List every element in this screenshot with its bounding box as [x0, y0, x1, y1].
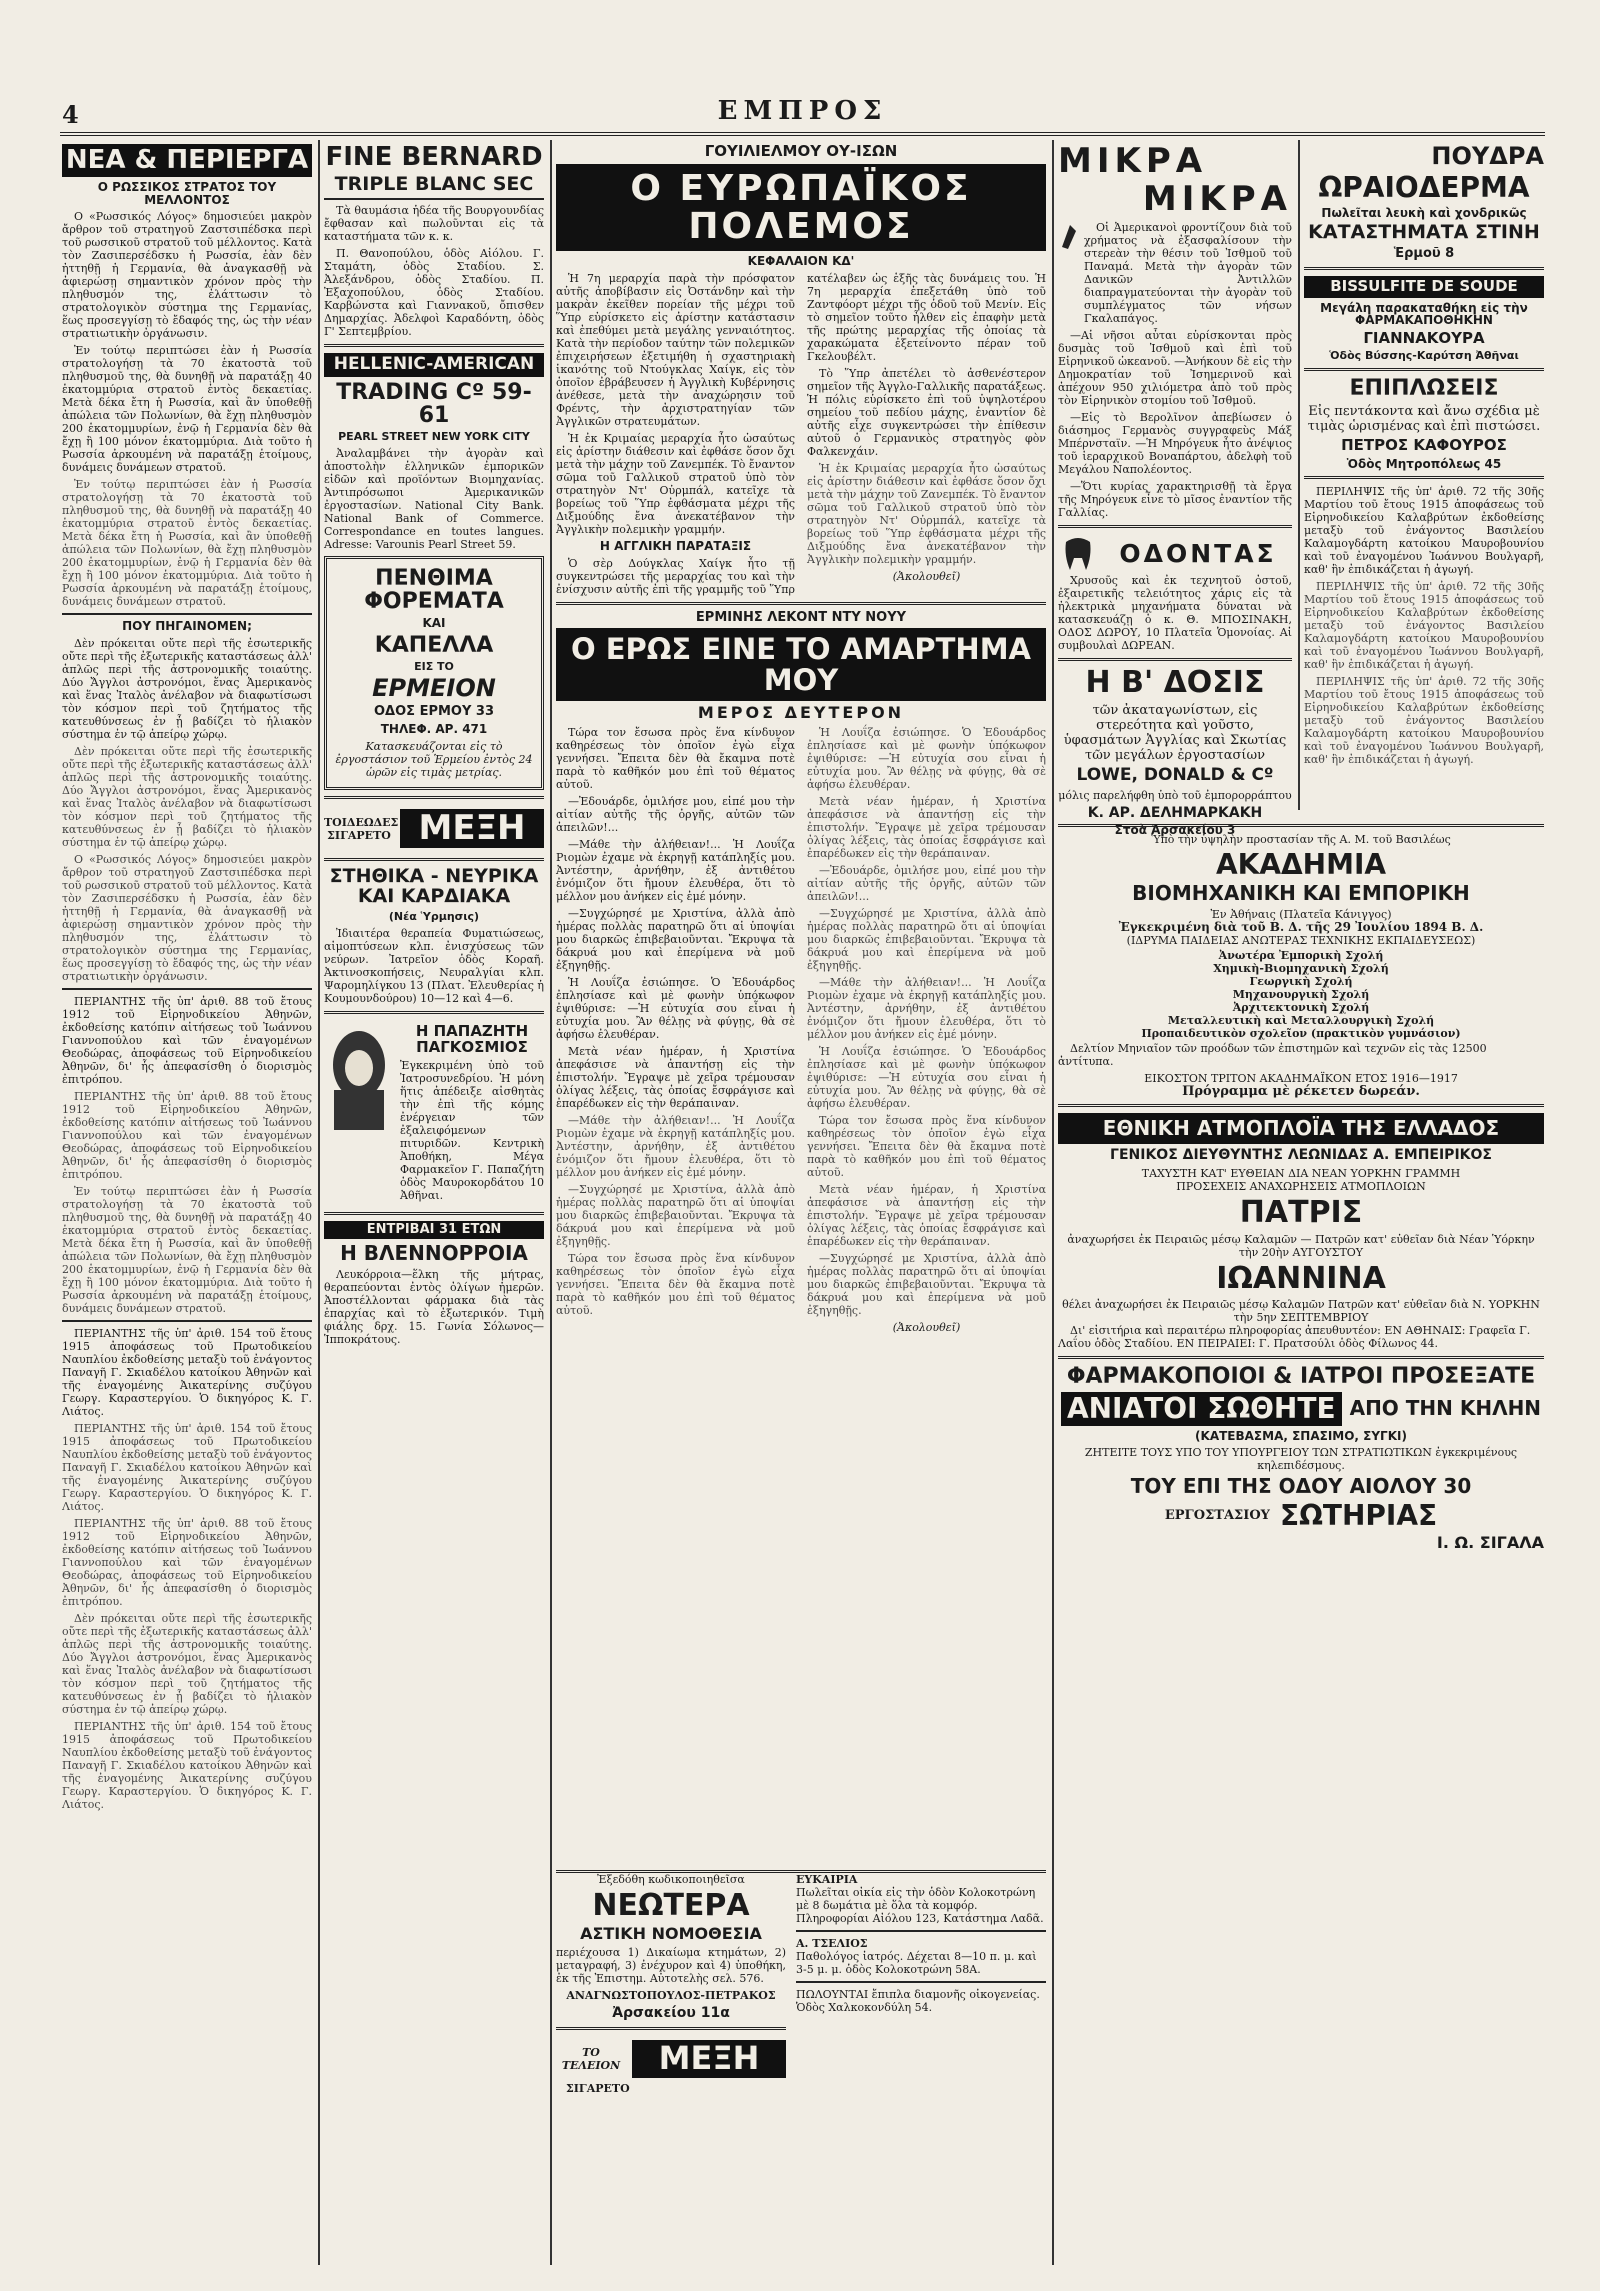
column-ads	[324, 140, 544, 2265]
serial-author: ΕΡΜΙΝΗΣ ΛΕΚΟΝΤ ΝΤΥ ΝΟΥΥ	[695, 609, 907, 625]
academy-schools	[1058, 947, 1544, 1042]
ad-address: ΟΔΟΣ ΕΡΜΟΥ 33	[374, 704, 494, 720]
ad-address: PEARL STREET NEW YORK CITY	[338, 430, 530, 444]
ad-address: Ἑρμοῦ 8	[1393, 246, 1455, 262]
legal-notice: ΠΕΡΙΑΝΤΗΣ τῆς ὑπ' ἀριθ. 154 τοῦ ἔτους 1915 ἀποφάσεως τοῦ Πρωτοδικείου Ναυπλίου ἐκδοθείσης μεταξὺ τοῦ ἐνάγοντος Παναγῆ Γ. Σκιαδέλου κατοίκου Ἀθηνῶν καὶ τῆς ἐναγομένης Ἀικατερίνης συζύγου Γεωργ. Καραστεργίου. Ὁ δικηγόρος Κ. Γ. Λιάτος.	[62, 1327, 312, 1419]
ad-papazhth	[324, 1020, 544, 1207]
pharmacy-address: ΤΟΥ ΕΠΙ ΤΗΣ ΟΔΟΥ ΑΙΟΛΟΥ 30	[1130, 1474, 1472, 1499]
article-text: Ἐν τούτῳ περιπτώσει ἐὰν ἡ Ρωσσία στρατολογήσῃ τὰ 70 ἑκατοστὰ τοῦ πληθυσμοῦ της, θὰ δυνηθῇ νὰ παρατάξῃ 40 ἑκατομμύρια στρατοῦ ἐντὸς δεκαετίας. Μετὰ δέκα ἔτη ἡ Ρωσσία, καὶ ἂν ὑποθεθῇ ἀπώλεια τῶν Πολωνίων, θὰ ἔχῃ πληθυσμὸν 200 ἑκατομμυρίων, ἐνῷ ἡ Γερμανία δὲν θὰ ἔχῃ ἢ 100 μόνον ἑκατομμύρια. Διὰ τοῦτο ἡ Ρωσσία ἀρκουμένη νὰ παρατάξῃ ἑτοίμους, δυνάμεις δυνάμεων στρατοῦ.	[62, 344, 312, 475]
article-text: Τώρα τον ἔσωσα πρὸς ἕνα κίνδυνον καθηρέσεως τὸν ὁποῖον ἐγὼ εἶχα γεννήσει. Ἔπειτα δὲν θὰ ἔκαμνα ποτὲ παρὰ τὸ καθῆκόν μου ἐπὶ τοῦ θέματος αὐτοῦ.	[556, 1251, 795, 1317]
ad-text: ΠΩΛΟΥΝΤΑΙ ἔπιπλα διαμονῆς οἰκογενείας. Ὁδὸς Χαλκοκονδύλη 54.	[796, 1988, 1040, 2014]
ink-hand-icon	[1058, 221, 1080, 251]
ad-classifieds	[796, 1873, 1046, 2263]
column-divider	[1052, 140, 1054, 2265]
ad-text: Ἐγκεκριμένη ὑπὸ τοῦ Ἰατροσυνεδρίου. Ἡ μόνη ἥτις ἀπέδειξε αἰσθητὰς τὴν ἐπὶ τῆς κόμης ἐνέργειαν τῶν ἐξαλειφόμενων πιτυριδῶν. Κεντρικὴ Ἀποθήκη, Μέγα Φαρμακεῖον Γ. Παπαζήτη ὁδὸς Μαυροκορδάτου 10 Ἀθῆναι.	[400, 1059, 544, 1203]
article-text: Ο «Ρωσσικός Λόγος» δημοσιεύει μακρὸν ἄρθρον τοῦ στρατηγοῦ Ζαστσιπέδσκα περὶ τοῦ ρωσσικοῦ στρατοῦ τοῦ μέλλοντος. Κατὰ τὸν Ζασιπερσέδσκυ ἡ Ρωσσία, ἐὰν δὲν ἠττηθῇ ἡ Γερμανία, θὰ ἀναγκασθῇ νὰ ἀφιερώσῃ σημαντικὸν χρόνον πρὸς τὴν πληθυσμόν της, ἐλάττωσιν τὸ στρατολογικὸν σύστημα της Γερμανίας, ἕως προσεγγίσῃ τὸ ἔδαφός της, ὡς τὴν νέαν στρατιωτικὴν ὀργάνωσιν.	[62, 210, 312, 341]
pharmacy-brand-name: ΣΩΤΗΡΙΑΣ	[1279, 1499, 1438, 1533]
pharmacy-owner: Ι. Ω. ΣΙΓΑΛΑ	[1436, 1532, 1544, 1552]
ad-text: ΣΙΓΑΡΕΤΟ	[566, 2081, 630, 2095]
school-item: Προπαιδευτικὸν σχολεῖον (πρακτικὸν γυμνάσιον)	[1141, 1027, 1461, 1041]
academy-title: ΑΚΑΔΗΜΙΑ	[1215, 848, 1387, 881]
article-text: —Εἰς τὸ Βερολῖνον ἀπεβίωσεν ὁ διάσημος Γερμανὸς συγγραφεὺς Μάξ Μπέρνσταϊν. —Ἡ Μηρόγευκ ἦτο ἀνέψιος τοῦ ἱεραρχικοῦ Βοναπάρτου, ἀδελφὴ τοῦ Μεγάλου Ναπολέοντος.	[1058, 411, 1292, 477]
school-item: Χημικὴ-Βιομηχανικὴ Σχολή	[1213, 962, 1389, 976]
ad-text: Ἀναλαμβάνει τὴν ἀγορὰν καὶ ἀποστολὴν ἑλληνικῶν ἐμπορικῶν εἰδῶν καὶ προϊόντων Βιομηχανίας. Ἀντιπρόσωποι Ἀμερικανικῶν ἐργοστασίων. National City Bank. National Bank of Commerce. Correspondance en toutes langues. Adresse: Varounis Pearl Street 59.	[324, 446, 544, 551]
newspaper-title: ΕΜΠΡΟΣ	[717, 96, 888, 126]
ad-text: Ἰδιαιτέρα θεραπεία Φυματιώσεως, αἱμοπτύσεων κλπ. ἐνισχύσεως τῶν νεύρων. Ἰατρεῖον ὁδὸς Κοραῆ. Ἀκτινοσκοπήσεις, Νευραλγίαι κλπ. Ψαρομηλίγκου 13 (Πλατ. Ἐλευθερίας ἡ Κουμουνδούρου) 10—12 καὶ 4—6.	[324, 926, 544, 1005]
ad-brand: ΩΡΑΙΟΔΕΡΜΑ	[1318, 171, 1530, 205]
ad-address: Ἀρσακείου 11α	[612, 2005, 730, 2022]
article-text: Μετὰ νέαν ἡμέραν, ἡ Χριστίνα ἀπεφάσισε νὰ ἀπαντήσῃ εἰς τὴν ἐπιστολήν. Ἔγραψε μὲ χεῖρα τρέμουσαν ὀλίγας λέξεις, τὰς ὁποίας ἔσφράγισε καὶ ἐπαρέδωκεν εἰς τὴν θεράπαιναν.	[807, 794, 1046, 860]
page-number: 4	[62, 100, 79, 129]
ad-title: Η Β' ΔΟΣΙΣ	[1085, 665, 1265, 701]
ad-text: Κατασκευάζονται εἰς τὸ ἐργοστάσιον τοῦ Ἑρμείου ἐντὸς 24 ὡρῶν εἰς τιμὰς μετρίας.	[335, 739, 533, 779]
ad-title: BISSULFITE DE SOUDE	[1304, 276, 1544, 298]
ship-text: ἀναχωρήσει ἐκ Πειραιῶς μέσῳ Καλαμῶν — Πατρῶν κατ' εὐθεῖαν διὰ Νέαν Ὑόρκην τὴν 20ὴν ΑΥΓΟΥΣΤΟΥ	[1067, 1232, 1535, 1259]
ad-text: Ἐξεδόθη κωδικοποιηθεῖσα	[597, 1873, 745, 1886]
article-text: —Συγχώρησέ με Χριστίνα, ἀλλὰ ἀπὸ ἡμέρας πολλὰς παρατηρῶ ὅτι αἱ ὑποψίαι μου διαρκῶς ἐπιβεβαιοῦνται. Ἔκρυψα τὰ δάκρυά μου καὶ ἐπερίμενα νὰ μοῦ ἐξηγηθῇς.	[807, 1251, 1046, 1317]
masthead	[60, 96, 1545, 136]
article-text: Ἡ ἐκ Κριμαίας μεραρχία ἦτο ὡσαύτως εἰς ἀρίστην διάθεσιν καὶ ἐφθάσε ὅσον ὄχι μετὰ τὴν μάχην τοῦ Ζανεμπέκ. Τὸ ἔναντον σῶμα τοῦ Γαλλικοῦ στρατοῦ ὑπὸ τὸν στρατηγὸν Ντ' Οὐρμπάλ, κατεῖχε τὰ βορείως τοῦ Ὕπρ ἐφθάσματα μέχρι τῆς Διξμούδης ἔνα ἀνεκατέβανον τὴν Ἀγγλικὴν πολεμικὴν γραμμήν.	[807, 461, 1046, 566]
ad-title: ΜΙΚΡΑ	[1142, 178, 1292, 219]
steamship-line: ΤΑΧΥΣΤΗ ΚΑΤ' ΕΥΘΕΙΑΝ ΔΙΑ ΝΕΑΝ ΥΟΡΚΗΝ ΓΡΑΜΜΗ	[1141, 1167, 1461, 1181]
article-text: Ἡ 7η μεραρχία παρὰ τὴν πρόσφατον αὐτῆς ἀποβίβασιν εἰς Ὀστάνδην καὶ τὴν μακρὰν ἐκεῖθεν πορείαν τῆς μέχρι τοῦ Ὕπρ εὑρίσκετο εἰς ἀρίστην κατάστασιν καὶ ἐπεθύμει μετὰ μεγάλης γενναιότητος. Κατὰ τὴν περίοδον ταύτην τῶν πολεμικῶν ἐπιχειρήσεων ἐξετιμήθη ἡ σχαστηριακὴ ἱκανότης τοῦ Ντούγκλας Χαίγκ, εἰς τὸν ὁποῖον ἐβράβευσεν ἡ Ἀγγλικὴ Κυβέρνησις ἀνέθεσε, μετὰ τὴν ἀναχώρησιν τοῦ Φρέντς, τὴν ἀρχιστρατηγίαν τῶν Ἀγγλικῶν στρατευμάτων.	[556, 271, 795, 428]
article-text: Τώρα τον ἔσωσα πρὸς ἕνα κίνδυνον καθηρέσεως τὸν ὁποῖον ἐγὼ εἶχα γεννήσει. Ἔπειτα δὲν θὰ ἔκαμνα ποτὲ παρὰ τὸ καθῆκόν μου ἐπὶ τοῦ θέματος αὐτοῦ.	[556, 725, 795, 791]
ad-subtitle: TRIPLE BLANC SEC	[324, 175, 544, 200]
ad-owner: ΠΕΤΡΟΣ ΚΑΦΟΥΡΟΣ	[1341, 436, 1507, 455]
article-text: —Ἐδουάρδε, ὁμιλήσε μου, εἰπέ μου τὴν αἰτίαν αὐτῆς τῆς ὀργῆς, αὐτῶν τῶν ἀπειλῶν!...	[807, 863, 1046, 903]
steamship-director: ΓΕΝΙΚΟΣ ΔΙΕΥΘΥΝΤΗΣ ΛΕΩΝΙΔΑΣ Α. ΕΜΠΕΙΡΙΚΟΣ	[1110, 1147, 1492, 1164]
school-item: Ἀρχιτεκτονικὴ Σχολή	[1232, 1001, 1370, 1015]
academy-year: ΕΙΚΟΣΤΟΝ ΤΡΙΤΟΝ ΑΚΑΔΗΜΑΪΚΟΝ ΕΤΟΣ 1916—1917	[1144, 1072, 1458, 1086]
ad-title: ΣΤΗΘΙΚΑ - ΝΕΥΡΙΚΑ ΚΑΙ ΚΑΡΔΙΑΚΑ	[329, 865, 539, 908]
ship-name: ΠΑΤΡΙΣ	[1239, 1195, 1363, 1231]
serial-part: ΜΕΡΟΣ ΔΕΥΤΕΡΟΝ	[697, 703, 905, 723]
ad-store: ΕΡΜΕΙΟΝ	[372, 674, 496, 703]
ad-odontas	[1058, 534, 1292, 574]
article-text: Ἐν τούτῳ περιπτώσει ἐὰν ἡ Ρωσσία στρατολογήσῃ τὰ 70 ἑκατοστὰ τοῦ πληθυσμοῦ της, θὰ δυνηθῇ νὰ παρατάξῃ 40 ἑκατομμύρια στρατοῦ ἐντὸς δεκαετίας. Μετὰ δέκα ἔτη ἡ Ρωσσία, καὶ ἂν ὑποθεθῇ ἀπώλεια τῶν Πολωνίων, θὰ ἔχῃ πληθυσμὸν 200 ἑκατομμυρίων, ἐνῷ ἡ Γερμανία δὲν θὰ ἔχῃ ἢ 100 μόνον ἑκατομμύρια. Διὰ τοῦτο ἡ Ρωσσία ἀρκουμένη νὰ παρατάξῃ ἑτοίμους, δυνάμεις δυνάμεων στρατοῦ.	[62, 478, 312, 609]
mikra-item	[1058, 221, 1292, 329]
ad-nomothesia	[556, 1873, 786, 2263]
article-text: —Συγχώρησέ με Χριστίνα, ἀλλὰ ἀπὸ ἡμέρας πολλὰς παρατηρῶ ὅτι αἱ ὑποψίαι μου διαρκῶς ἐπιβεβαιοῦνται. Ἔκρυψα τὰ δάκρυά μου καὶ ἐπερίμενα νὰ μοῦ ἐξηγηθῇς.	[556, 1182, 795, 1248]
feuilleton-author: ΓΟΥΙΛΙΕΛΜΟΥ ΟΥ-ΙΣΩΝ	[704, 142, 898, 160]
ad-subtitle: Η ΒΛΕΝΝΟΡΡΟΙΑ	[340, 1240, 528, 1265]
academy-subtitle: ΒΙΟΜΗΧΑΝΙΚΗ ΚΑΙ ΕΜΠΟΡΙΚΗ	[1132, 881, 1470, 906]
ad-text: Παθολόγος ἰατρός. Δέχεται 8—10 π. μ. καὶ 3-5 μ. μ. ὁδὸς Κολοκοτρώνη 58Α.	[796, 1950, 1037, 1976]
ad-title: ΠΕΝΘΙΜΑ ΦΟΡΕΜΑΤΑ	[364, 565, 504, 614]
ad-text: Πωλεῖται λευκὴ καὶ χονδρικῶς	[1321, 205, 1527, 220]
ad-title: ΕΠΙΠΛΩΣΕΙΣ	[1349, 375, 1499, 401]
legal-notice: ΠΕΡΙΛΗΨΙΣ τῆς ὑπ' ἀριθ. 72 τῆς 30ῆς Μαρτίου τοῦ ἔτους 1915 ἀποφάσεως τοῦ Εἰρηνοδικείου Καλαβρύτων ἐκδοθείσης μεταξὺ τοῦ ἐνάγοντος Βασιλείου Καλαμογδάρτη κατοίκου Μαυροβουνίου καὶ τοῦ ἐναγομένου Ἰωάννου Βουλγαρῆ, καθ' ἣν ἐπιδικάζεται ἡ ἀγωγή.	[1304, 675, 1544, 767]
ad-text: Εἰς πεντάκοντα καὶ ἄνω σχέδια μὲ τιμὰς ὡρισμένας καὶ ἐπὶ πιστώσει.	[1307, 404, 1541, 435]
ad-address: Ὁδὸς Μητροπόλεως 45	[1346, 456, 1502, 471]
ad-title: ΠΟΥΔΡΑ	[1431, 142, 1544, 170]
ad-title: ΕΝΤΡΙΒΑΙ 31 ΕΤΩΝ	[324, 1221, 544, 1239]
ad-title: ΜΙΚΡΑ	[1058, 141, 1208, 181]
article-text: —Αἱ νῆσοι αὗται εὑρίσκονται πρὸς δυσμὰς τοῦ Ἰσθμοῦ καὶ ἐπὶ τοῦ Εἰρηνικοῦ ὠκεανοῦ. —Ἀνήκουν δὲ εἰς τὴν Δημοκρατίαν τοῦ Ἰσημερινοῦ καὶ ἀπέχουν 950 χιλιόμετρα ἀπὸ τοῦ πρὸς τὸν Εἰρηνικὸν στομίου τοῦ Ἰσθμοῦ.	[1058, 329, 1292, 408]
legal-notice: ΠΕΡΙΑΝΤΗΣ τῆς ὑπ' ἀριθ. 154 τοῦ ἔτους 1915 ἀποφάσεως τοῦ Πρωτοδικείου Ναυπλίου ἐκδοθείσης μεταξὺ τοῦ ἐνάγοντος Παναγῆ Γ. Σκιαδέλου κατοίκου Ἀθηνῶν καὶ τῆς ἐναγομένης Ἀικατερίνης συζύγου Γεωργ. Καραστεργίου. Ὁ δικηγόρος Κ. Γ. Λιάτος.	[62, 1720, 312, 1812]
ad-brand: ΜΕΞΗ	[400, 809, 544, 849]
ad-text: ΕΙΣ ΤΟ	[414, 659, 454, 673]
column-mikra	[1058, 140, 1292, 838]
ad-title: ΟΔΟΝΤΑΣ	[1119, 539, 1277, 569]
ship-name: ΙΩΑΝΝΙΝΑ	[1216, 1260, 1386, 1296]
pharmacy-shop: ΕΡΓΟΣΤΑΣΙΟΥ	[1164, 1508, 1270, 1524]
legal-notice: ΠΕΡΙΑΝΤΗΣ τῆς ὑπ' ἀριθ. 88 τοῦ ἔτους 1912 τοῦ Εἰρηνοδικείου Ἀθηνῶν, ἐκδοθείσης κατόπιν αἰτήσεως τοῦ Ἰωάννου Γιαννοπούλου καὶ τῶν ἐναγομένων Θεοδώρας, ἀποφάσεως τοῦ Εἰρηνοδικείου Ἀθηνῶν, δι' ἧς ἀπεφασίσθη ὁ διορισμὸς ἐπιτρόπου.	[62, 1090, 312, 1182]
academy-program: Πρόγραμμα μὲ ρέκετεν δωρεάν.	[1182, 1084, 1420, 1100]
article-text: Ἡ Λουΐζα ἐσιώπησε. Ὁ Ἐδουάρδος ἐπλησίασε καὶ μὲ φωνὴν ὑπόκωφον ἐψιθύρισε: —Ἡ εὐτυχία σου εἶναι ἡ εὐτυχία μου. Ἂν θέλῃς νὰ φύγῃς, θὰ σὲ ἀφήσω ἐλευθέραν.	[807, 725, 1046, 791]
ad-title: Η ΠΑΠΑΖΗΤΗ ΠΑΓΚΟΣΜΙΟΣ	[415, 1021, 529, 1056]
serial-title: Ο ΕΡΩΣ ΕΙΝΕ ΤΟ ΑΜΑΡΤΗΜΑ ΜΟΥ	[556, 628, 1046, 701]
ad-title: ΕΥΚΑΙΡΙΑ	[796, 1873, 858, 1886]
pharmacy-title: ΦΑΡΜΑΚΟΠΟΙΟΙ & ΙΑΤΡΟΙ ΠΡΟΣΕΞΑΤΕ	[1066, 1364, 1536, 1390]
column-divider	[1298, 140, 1300, 810]
academy-text: Δελτίον Μηνιαῖον τῶν προόδων τῶν ἐπιστημῶν καὶ τεχνῶν εἰς τὰς 12500 ἀντίτυπα.	[1058, 1042, 1487, 1069]
academy-city: Ἐν Ἀθήναις (Πλατεῖα Κάνιγγος)	[1210, 908, 1392, 922]
ad-publisher: ΑΝΑΓΝΩΣΤΟΠΟΥΛΟΣ-ΠΕΤΡΑΚΟΣ	[566, 1989, 776, 2003]
article-text: Τὸ Ὕπρ ἀπετέλει τὸ ἀσθενέστερον σημεῖον τῆς Ἀγγλο-Γαλλικῆς παρατάξεως. Ἡ πόλις εὑρίσκετο ἐπὶ τοῦ ὑψηλοτέρου σημείου τοῦ πεδίου μάχης, ἐναντίον δὲ αὐτῆς εἶχε συγκεντρώσει τὴν ἐπίθεσιν αὐτοῦ ὁ Γερμανικὸς στρατηγὸς φὸν Φαλκενχάιν.	[807, 366, 1046, 458]
ad-address: Στοὰ Ἀρσακείου 3	[1114, 823, 1236, 838]
ad-phone: ΤΗΛΕΦ. ΑΡ. 471	[380, 722, 488, 737]
article-text: —Συγχώρησέ με Χριστίνα, ἀλλὰ ἀπὸ ἡμέρας πολλὰς παρατηρῶ ὅτι αἱ ὑποψίαι μου διαρκῶς ἐπιβεβαιοῦνται. Ἔκρυψα τὰ δάκρυά μου καὶ ἐπερίμενα νὰ μοῦ ἐξηγηθῇς.	[807, 906, 1046, 972]
ad-text: Λευκόρροια—ἕλκη τῆς μήτρας, θεραπεύονται ἐντὸς ὀλίγων ἡμερῶν. Ἀποστέλλονται φάρμακα διὰ τὰς ἐπαρχίας καὶ τὸ ἐξωτερικόν. Τιμὴ φιάλης δρχ. 15. Γωνία Σόλωνος—Ἱπποκράτους.	[324, 1267, 544, 1346]
pharmacy-claim: ΑΝΙΑΤΟΙ ΣΩΘΗΤΕ	[1061, 1392, 1342, 1425]
ad-text: Π. Θανοπούλου, ὁδὸς Αἰόλου. Γ. Σταμάτη, ὁδὸς Σταδίου. Σ. Ἀλεξάνδρου, ὁδὸς Σταδίου. Π. Ἐξαχοπούλου, ὁδὸς Σταδίου. Καρβώνστα καὶ Γιαννακοῦ, ὄπισθεν Δημαρχίας. Ἀδελφοὶ Καραδόντη, ὁδὸς Γ' Σεπτεμβρίου.	[324, 247, 544, 339]
ad-address: Ὁδὸς Βύσσης-Καρύτση Ἀθῆναι	[1329, 349, 1519, 363]
ad-text: ΤΟΙΔΕΩΔΕΣ ΣΙΓΑΡΕΤΟ	[324, 815, 399, 842]
ad-text: τῶν ἀκαταγωνίστων, εἰς στερεότητα καὶ γοῦστο, ὑφασμάτων Ἀγγλίας καὶ Σκωτίας τῶν μεγάλων ἐργοστασίων	[1063, 702, 1287, 763]
ad-brand: ΜΕΞΗ	[632, 2040, 786, 2078]
ad-company: TRADING Cº 59-61	[336, 380, 532, 429]
ad-cigarette	[324, 805, 544, 853]
legal-notice: ΠΕΡΙΛΗΨΙΣ τῆς ὑπ' ἀριθ. 72 τῆς 30ῆς Μαρτίου τοῦ ἔτους 1915 ἀποφάσεως τοῦ Εἰρηνοδικείου Καλαβρύτων ἐκδοθείσης μεταξὺ τοῦ ἐνάγοντος Βασιλείου Καλαμογδάρτη κατοίκου Μαυροβουνίου καὶ τοῦ ἐναγομένου Ἰωάννου Βουλγαρῆ, καθ' ἣν ἐπιδικάζεται ἡ ἀγωγή.	[1304, 485, 1544, 577]
article-text: Οἱ Ἀμερικανοὶ φροντίζουν διὰ τοῦ χρήματος νὰ ἐξασφαλίσουν τὴν στερεὰν τὴν θέσιν τοῦ Ἰσθμοῦ τοῦ Παναμά. Μετὰ τὴν ἀγορὰν τῶν Δανικῶν Ἀντιλλῶν διαπραγματεύονται τὴν ἀγορὰν τοῦ συμπλέγματος τῶν νήσων Γκαλαπάγος.	[1084, 221, 1292, 326]
continued-note: (Ἀκολουθεῖ)	[892, 569, 961, 583]
school-item: Μεταλλευτικὴ καὶ Μεταλλουργικὴ Σχολή	[1167, 1014, 1435, 1028]
column-divider	[318, 140, 320, 2265]
ad-text: Πωλεῖται οἰκία εἰς τὴν ὁδὸν Κολοκοτρώνη μὲ 8 δωμάτια μὲ ὅλα τὰ κομφόρ. Πληροφορίαι Αἰόλου 123, Κατάστημα Λαδᾶ.	[796, 1886, 1044, 1925]
ad-text: μόλις παρελήφθη ὑπὸ τοῦ ἐμπορορράπτου	[1058, 788, 1292, 802]
article-text: Ὁ σὲρ Δούγκλας Χαίγκ ἦτο τῇ συγκεντρώσει τῆς μεραρχίας του καὶ τὴν ἐνίσχυσιν αὐτῆς ἐπὶ τῆς γραμμῆς τοῦ Ὕπρ κατέλαβεν ὡς ἑξῆς τὰς δυνάμεις του. Ἡ 7η μεραρχία ἐπεξετάθη ὑπὸ τοῦ Ζαντφόορτ μέχρι τῆς ὁδοῦ τοῦ Μενίν. Εἰς τὸ σημεῖον τοῦτο ἦλθεν εἰς ἐπαφὴν μετὰ τῆς πρώτης μεραρχίας τῆς ὁποίας τὰ χαρακώματα ἐξετείνοντο πέραν τοῦ Γκελουβέλτ.	[556, 271, 1046, 596]
ad-title: Α. ΤΣΕΛΙΟΣ	[796, 1937, 868, 1950]
school-item: Ἀνωτέρα Ἐμπορικὴ Σχολή	[1218, 949, 1384, 963]
woman-portrait-icon	[324, 1020, 394, 1130]
article-text: Δὲν πρόκειται οὔτε περὶ τῆς ἐσωτερικῆς οὔτε περὶ τῆς ἐξωτερικῆς καταστάσεως ἀλλ' ἁπλῶς περὶ τῆς ἀστρονομικῆς τοιαύτης. Δύο Ἄγγλοι ἀστρονόμοι, ἕνας Ἀμερικανὸς καὶ ἕνας Ἰταλὸς ἀνέλαβον νὰ διαφωτίσωσι τὸν κόσμον περὶ τοῦ ζητήματος τῆς κατευθύνσεως ἐν ᾗ βαδίζει τὸ ἡλιακὸν σύστημα ἐν τῷ ἀπείρῳ χώρῳ.	[62, 745, 312, 850]
legal-notice: ΠΕΡΙΛΗΨΙΣ τῆς ὑπ' ἀριθ. 72 τῆς 30ῆς Μαρτίου τοῦ ἔτους 1915 ἀποφάσεως τοῦ Εἰρηνοδικείου Καλαβρύτων ἐκδοθείσης μεταξὺ τοῦ ἐνάγοντος Βασιλείου Καλαμογδάρτη κατοίκου Μαυροβουνίου καὶ τοῦ ἐναγομένου Ἰωάννου Βουλγαρῆ, καθ' ἣν ἐπιδικάζεται ἡ ἀγωγή.	[1304, 580, 1544, 672]
ad-shop: ΚΑΤΑΣΤΗΜΑΤΑ ΣΤΙΝΗ	[1308, 221, 1540, 244]
legal-notice: ΠΕΡΙΑΝΤΗΣ τῆς ὑπ' ἀριθ. 154 τοῦ ἔτους 1915 ἀποφάσεως τοῦ Πρωτοδικείου Ναυπλίου ἐκδοθείσης μεταξὺ τοῦ ἐνάγοντος Παναγῆ Γ. Σκιαδέλου κατοίκου Ἀθηνῶν καὶ τῆς ἐναγομένης Ἀικατερίνης συζύγου Γεωργ. Καραστεργίου. Ὁ δικηγόρος Κ. Γ. Λιάτος.	[62, 1422, 312, 1514]
pharmacy-subtitle: (ΚΑΤΕΒΑΣΜΑ, ΣΠΑΣΙΜΟ, ΣΥΓΚΙ)	[1195, 1428, 1407, 1443]
ad-owner: ΓΙΑΝΝΑΚΟΥΡΑ	[1363, 328, 1485, 347]
feuilleton-title: Ο ΕΥΡΩΠΑΪΚΟΣ ΠΟΛΕΜΟΣ	[556, 164, 1046, 252]
legal-notice: Ἐν τούτῳ περιπτώσει ἐὰν ἡ Ρωσσία στρατολογήσῃ τὰ 70 ἑκατοστὰ τοῦ πληθυσμοῦ της, θὰ δυνηθῇ νὰ παρατάξῃ 40 ἑκατομμύρια στρατοῦ ἐντὸς δεκαετίας. Μετὰ δέκα ἔτη ἡ Ρωσσία, καὶ ἂν ὑποθεθῇ ἀπώλεια τῶν Πολωνίων, θὰ ἔχῃ πληθυσμὸν 200 ἑκατομμυρίων, ἐνῷ ἡ Γερμανία δὲν θὰ ἔχῃ ἢ 100 μόνον ἑκατομμύρια. Διὰ τοῦτο ἡ Ρωσσία ἀρκουμένη νὰ παρατάξῃ ἑτοίμους, δυνάμεις δυνάμεων στρατοῦ.	[62, 1185, 312, 1316]
article-heading: Ο ΡΩΣΣΙΚΟΣ ΣΤΡΑΤΟΣ ΤΟΥ ΜΕΛΛΟΝΤΟΣ	[97, 180, 277, 207]
ad-text: περιέχουσα 1) Δικαίωμα κτημάτων, 2) μεταγραφή, 3) ἐνέχυρον καὶ 4) ὑποθήκη, ἐκ τῆς Ἐπιστημ. Αὐτοτελὴς σελ. 576.	[556, 1946, 786, 1986]
ad-text: Χρυσοῦς καὶ ἐκ τεχνητοῦ ὀστοῦ, ἐξαιρετικῆς τελειότητος χάρις εἰς τὰ ἠλεκτρικὰ μηχανήματα δύναται νὰ κατασκευάζῃ ὁ κ. Θ. ΜΠΟΣΙΝΑΚΗ, ΟΔΟΣ ΔΩΡΟΥ, 10 Πλατεῖα Ὁμονοίας. Αἱ συμβουλαὶ ΔΩΡΕΑΝ.	[1058, 574, 1292, 653]
tooth-icon	[1058, 534, 1098, 574]
continued-note: (Ἀκολουθεῖ)	[892, 1320, 961, 1334]
serial-body	[556, 272, 1046, 596]
academy-patron: Ὑπὸ τὴν ὑψηλὴν προστασίαν τῆς Α. Μ. τοῦ Βασιλέως	[1151, 833, 1451, 846]
ad-text: Τὰ θαυμάσια ἡδέα τῆς Βουργουνδίας ἔφθασαν καὶ πωλοῦνται εἰς τὰ καταστήματα τῶν κ. κ.	[324, 204, 544, 244]
ad-title: ΝΕΩΤΕΡΑ	[592, 1888, 750, 1923]
column-ads-right	[1304, 140, 1544, 810]
article-text: —Μάθε τὴν ἀλήθειαν!... Ἡ Λουΐζα Ριομὼν ἐχαμε νὰ ἐκρηγῇ κατάπληξίς μου. Ἀντέστην, ἀρνήθην, ἐξ ἀντιθέτου ἐνόμιζον ὅτι ἤμουν ἐλευθέρα, ὅτι τὸ μέλλον μου ἀνήκεν εἰς ἐμέ μόνην.	[556, 837, 795, 903]
ad-text: ΤΟ ΤΕΛΕΙΟΝ	[561, 2045, 621, 2072]
ad-text: ΚΑΙ	[422, 616, 446, 630]
legal-notice: ΠΕΡΙΑΝΤΗΣ τῆς ὑπ' ἀριθ. 88 τοῦ ἔτους 1912 τοῦ Εἰρηνοδικείου Ἀθηνῶν, ἐκδοθείσης κατόπιν αἰτήσεως τοῦ Ἰωάννου Γιαννοπούλου καὶ τῶν ἐναγομένων Θεοδώρας, ἀποφάσεως τοῦ Εἰρηνοδικείου Ἀθηνῶν, δι' ἧς ἀπεφασίσθη ὁ διορισμὸς ἐπιτρόπου.	[62, 1517, 312, 1609]
chapter-label: ΚΕΦΑΛΑΙΟΝ ΚΔ'	[747, 254, 855, 269]
wide-ads	[1058, 818, 1544, 1555]
ad-subtitle: ΚΑΠΕΛΛΑ	[374, 632, 494, 658]
pharmacy-claim: ΑΠΟ ΤΗΝ ΚΗΛΗΝ	[1349, 1396, 1542, 1421]
ad-title: FINE BERNARD	[325, 142, 543, 172]
article-text: Μετὰ νέαν ἡμέραν, ἡ Χριστίνα ἀπεφάσισε νὰ ἀπαντήσῃ εἰς τὴν ἐπιστολήν. Ἔγραψε μὲ χεῖρα τρέμουσαν ὀλίγας λέξεις, τὰς ὁποίας ἔσφράγισε καὶ ἐπαρέδωκεν εἰς τὴν θεράπαιναν.	[807, 1182, 1046, 1248]
ad-subtitle: (Νέα Ὑρμησις)	[388, 910, 480, 924]
article-heading: ΠΟΥ ΠΗΓΑΙΝΟΜΕΝ;	[122, 619, 252, 634]
section-title: ΝΕΑ & ΠΕΡΙΕΡΓΑ	[62, 144, 312, 177]
article-text: —Μάθε τὴν ἀλήθειαν!... Ἡ Λουΐζα Ριομὼν ἐχαμε νὰ ἐκρηγῇ κατάπληξίς μου. Ἀντέστην, ἀρνήθην, ἐξ ἀντιθέτου ἐνόμιζον ὅτι ἤμουν ἐλευθέρα, ὅτι τὸ μέλλον μου ἀνήκεν εἰς ἐμέ μόνην.	[556, 1113, 795, 1179]
pharmacy-brand	[1058, 1499, 1544, 1533]
legal-notice: ΠΕΡΙΑΝΤΗΣ τῆς ὑπ' ἀριθ. 88 τοῦ ἔτους 1912 τοῦ Εἰρηνοδικείου Ἀθηνῶν, ἐκδοθείσης κατόπιν αἰτήσεως τοῦ Ἰωάννου Γιαννοπούλου καὶ τῶν ἐναγομένων Θεοδώρας, ἀποφάσεως τοῦ Εἰρηνοδικείου Ἀθηνῶν, δι' ἧς ἀπεφασίσθη ὁ διορισμὸς ἐπιτρόπου.	[62, 995, 312, 1087]
pharmacy-text: ΖΗΤΕΙΤΕ ΤΟΥΣ ΥΠΟ ΤΟΥ ΥΠΟΥΡΓΕΙΟΥ ΤΩΝ ΣΤΡΑΤΙΩΤΙΚΩΝ ἐγκεκριμένους κηλεπιδέσμους.	[1084, 1446, 1518, 1473]
ship-text: θέλει ἀναχωρήσει ἐκ Πειραιῶς μέσῳ Καλαμῶν Πατρῶν κατ' εὐθεῖαν διὰ Ν. ΥΟΡΚΗΝ τὴν 5ην ΣΕΠΤΕΜΒΡΙΟΥ	[1062, 1298, 1540, 1325]
steamship-line: ΠΡΟΣΕΧΕΙΣ ΑΝΑΧΩΡΗΣΕΙΣ ΑΤΜΟΠΛΟΙΩΝ	[1176, 1180, 1426, 1194]
article-text: Ο «Ρωσσικός Λόγος» δημοσιεύει μακρὸν ἄρθρον τοῦ στρατηγοῦ Ζαστσιπέδσκα περὶ τοῦ ρωσσικοῦ στρατοῦ τοῦ μέλλοντος. Κατὰ τὸν Ζασιπερσέδσκυ ἡ Ρωσσία, ἐὰν δὲν ἠττηθῇ ἡ Γερμανία, θὰ ἀναγκασθῇ νὰ ἀφιερώσῃ σημαντικὸν χρόνον πρὸς τὴν πληθυσμόν της, ἐλάττωσιν τὸ στρατολογικὸν σύστημα της Γερμανίας, ἕως προσεγγίσῃ τὸ ἔδαφός της, ὡς τὴν νέαν στρατιωτικὴν ὀργάνωσιν.	[62, 853, 312, 984]
ad-box-mourning	[324, 556, 544, 790]
article-text: —Ὅτι κυρίας χαρακτηρισθῇ τὰ ἔργα τῆς Μηρόγευκ εἶνε τὸ μῖσος ἐναντίον τῆς Γαλλίας.	[1058, 480, 1292, 520]
ship-info: Δι' εἰσιτήρια καὶ περαιτέρω πληροφορίας ἀπευθυντέον: ΕΝ ΑΘΗΝΑΙΣ: Γραφεῖα Γ. Λαΐου ὁδὸς Σταδίου. ΕΝ ΠΕΙΡΑΙΕΙ: Γ. Πρατσούλι ὁδὸς Φίλωνος 44.	[1058, 1324, 1531, 1351]
school-item: Μηχανουργικὴ Σχολή	[1232, 988, 1370, 1002]
article-heading: Η ΑΓΓΛΙΚΗ ΠΑΡΑΤΑΞΙΣ	[599, 538, 752, 553]
school-item: Γεωργικὴ Σχολή	[1249, 975, 1353, 989]
column-divider	[550, 140, 552, 2265]
article-text: Μετὰ νέαν ἡμέραν, ἡ Χριστίνα ἀπεφάσισε νὰ ἀπαντήσῃ εἰς τὴν ἐπιστολήν. Ἔγραψε μὲ χεῖρα τρέμουσαν ὀλίγας λέξεις, τὰς ὁποίας ἔσφράγισε καὶ ἐπαρέδωκεν εἰς τὴν θεράπαιναν.	[556, 1044, 795, 1110]
article-text: —Ἐδουάρδε, ὁμιλήσε μου, εἰπέ μου τὴν αἰτίαν αὐτῆς τῆς ὀργῆς, αὐτῶν τῶν ἀπειλῶν!...	[556, 794, 795, 834]
ad-title: HELLENIC-AMERICAN	[324, 353, 544, 377]
serial-body	[556, 726, 1046, 1334]
academy-founded: Ἐγκεκριμένη διὰ τοῦ Β. Δ. τῆς 29 Ἰουλίου 1894 Β. Δ.	[1118, 920, 1484, 935]
ad-cigarette	[556, 2036, 786, 2082]
bottom-ads	[556, 1870, 1046, 2263]
article-text: Τώρα τον ἔσωσα πρὸς ἕνα κίνδυνον καθηρέσεως τὸν ὁποῖον ἐγὼ εἶχα γεννήσει. Ἔπειτα δὲν θὰ ἔκαμνα ποτὲ παρὰ τὸ καθῆκόν μου ἐπὶ τοῦ θέματος αὐτοῦ.	[807, 1113, 1046, 1179]
article-text: Ἡ Λουΐζα ἐσιώπησε. Ὁ Ἐδουάρδος ἐπλησίασε καὶ μὲ φωνὴν ὑπόκωφον ἐψιθύρισε: —Ἡ εὐτυχία σου εἶναι ἡ εὐτυχία μου. Ἂν θέλῃς νὰ φύγῃς, θὰ σὲ ἀφήσω ἐλευθέραν.	[556, 975, 795, 1041]
steamship-title: ΕΘΝΙΚΗ ΑΤΜΟΠΛΟΪΑ ΤΗΣ ΕΛΛΑΔΟΣ	[1058, 1113, 1544, 1144]
article-text: Δὲν πρόκειται οὔτε περὶ τῆς ἐσωτερικῆς οὔτε περὶ τῆς ἐξωτερικῆς καταστάσεως ἀλλ' ἁπλῶς περὶ τῆς ἀστρονομικῆς τοιαύτης. Δύο Ἄγγλοι ἀστρονόμοι, ἕνας Ἀμερικανὸς καὶ ἕνας Ἰταλὸς ἀνέλαβον νὰ διαφωτίσωσι τὸν κόσμον περὶ τοῦ ζητήματος τῆς κατευθύνσεως ἐν ᾗ βαδίζει τὸ ἡλιακὸν σύστημα ἐν τῷ ἀπείρῳ χώρῳ.	[62, 637, 312, 742]
ad-subtitle: ΑΣΤΙΚΗ ΝΟΜΟΘΕΣΙΑ	[580, 1923, 762, 1943]
article-text: —Μάθε τὴν ἀλήθειαν!... Ἡ Λουΐζα Ριομὼν ἐχαμε νὰ ἐκρηγῇ κατάπληξίς μου. Ἀντέστην, ἀρνήθην, ἐξ ἀντιθέτου ἐνόμιζον ὅτι ἤμουν ἐλευθέρα, ὅτι τὸ μέλλον μου ἀνήκεν εἰς ἐμέ μόνην.	[807, 975, 1046, 1041]
ad-text: Μεγάλη παρακαταθήκη εἰς τὴν ΦΑΡΜΑΚΑΠΟΘΗΚΗΝ	[1320, 300, 1528, 328]
article-text: Ἡ ἐκ Κριμαίας μεραρχία ἦτο ὡσαύτως εἰς ἀρίστην διάθεσιν καὶ ἐφθάσε ὅσον ὄχι μετὰ τὴν μάχην τοῦ Ζανεμπέκ. Τὸ ἔναντον σῶμα τοῦ Γαλλικοῦ στρατοῦ ὑπὸ τὸν στρατηγὸν Ντ' Οὐρμπάλ, κατεῖχε τὰ βορείως τοῦ Ὕπρ ἐφθάσματα μέχρι τῆς Διξμούδης ἔνα ἀνεκατέβανον τὴν Ἀγγλικὴν πολεμικὴν γραμμήν.	[556, 431, 795, 536]
article-text: —Συγχώρησέ με Χριστίνα, ἀλλὰ ἀπὸ ἡμέρας πολλὰς παρατηρῶ ὅτι αἱ ὑποψίαι μου διαρκῶς ἐπιβεβαιοῦνται. Ἔκρυψα τὰ δάκρυά μου καὶ ἐπερίμενα νὰ μοῦ ἐξηγηθῇς.	[556, 906, 795, 972]
legal-notice: Δὲν πρόκειται οὔτε περὶ τῆς ἐσωτερικῆς οὔτε περὶ τῆς ἐξωτερικῆς καταστάσεως ἀλλ' ἁπλῶς περὶ τῆς ἀστρονομικῆς τοιαύτης. Δύο Ἄγγλοι ἀστρονόμοι, ἕνας Ἀμερικανὸς καὶ ἕνας Ἰταλὸς ἀνέλαβον νὰ διαφωτίσωσι τὸν κόσμον περὶ τοῦ ζητήματος τῆς κατευθύνσεως ἐν ᾗ βαδίζει τὸ ἡλιακὸν σύστημα ἐν τῷ ἀπείρῳ χώρῳ.	[62, 1612, 312, 1717]
ad-brand: LOWE, DONALD & Cº	[1076, 764, 1274, 785]
column-news	[62, 140, 312, 2265]
ad-owner: Κ. ΑΡ. ΔΕΛΗΜΑΡΚΑΚΗ	[1087, 804, 1263, 821]
article-text: Ἡ Λουΐζα ἐσιώπησε. Ὁ Ἐδουάρδος ἐπλησίασε καὶ μὲ φωνὴν ὑπόκωφον ἐψιθύρισε: —Ἡ εὐτυχία σου εἶναι ἡ εὐτυχία μου. Ἂν θέλῃς νὰ φύγῃς, θὰ σὲ ἀφήσω ἐλευθέραν.	[807, 1044, 1046, 1110]
pharmacy-headline	[1058, 1392, 1544, 1425]
academy-foundation: (ΙΔΡΥΜΑ ΠΑΙΔΕΙΑΣ ΑΝΩΤΕΡΑΣ ΤΕΧΝΙΚΗΣ ΕΚΠΑΙΔΕΥΣΕΩΣ)	[1126, 934, 1476, 948]
